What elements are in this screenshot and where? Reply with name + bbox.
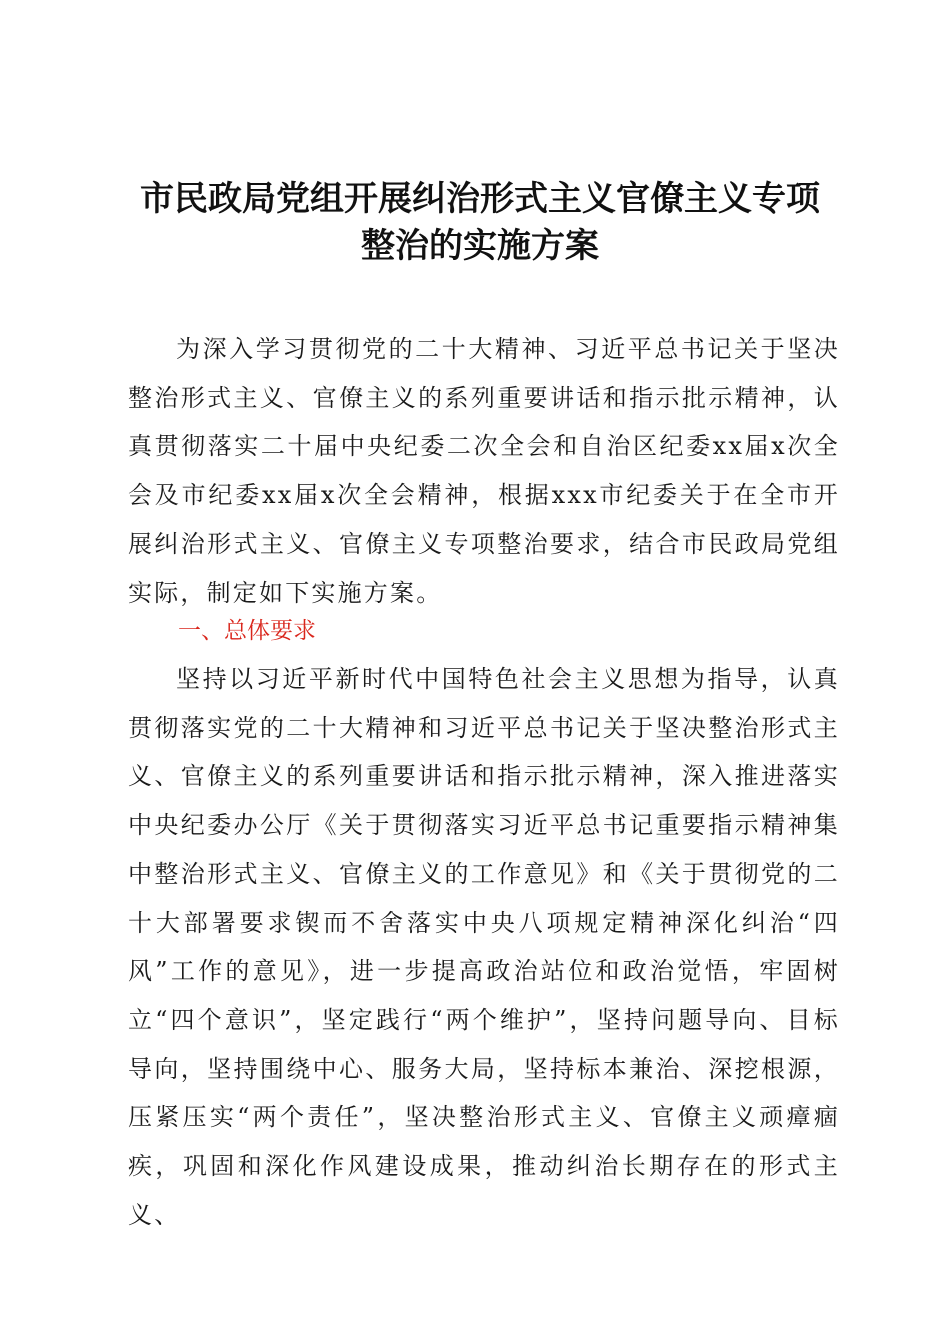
- section-heading-general-requirements: 一、总体要求: [178, 618, 316, 644]
- document-title-line-2: 整治的实施方案: [361, 226, 599, 266]
- intro-paragraph: 为深入学习贯彻党的二十大精神、习近平总书记关于坚决整治形式主义、官僚主义的系列重要讲话和指示批示精神，认真贯彻落实二十届中央纪委二次全会和自治区纪委xx届x次全会及市纪委xx届x次全会精神，根据xxx市纪委关于在全市开展纠治形式主义、官僚主义专项整治要求，结合市民政局党组实际，制定如下实施方案。: [128, 335, 840, 607]
- document-title-line-1: 市民政局党组开展纠治形式主义官僚主义专项: [140, 179, 820, 219]
- section-paragraph: 坚持以习近平新时代中国特色社会主义思想为指导，认真贯彻落实党的二十大精神和习近平总书记关于坚决整治形式主义、官僚主义的系列重要讲话和指示批示精神，深入推进落实中央纪委办公厅《关于贯彻落实习近平总书记重要指示精神集中整治形式主义、官僚主义的工作意见》和《关于贯彻党的二十大部署要求锲而不舍落实中央八项规定精神深化纠治“四风”工作的意见》，进一步提高政治站位和政治觉悟，牢固树立“四个意识”，坚定践行“两个维护”，坚持问题导向、目标导向，坚持围绕中心、服务大局，坚持标本兼治、深挖根源，压紧压实“两个责任”，坚决整治形式主义、官僚主义顽瘴痼疾，巩固和深化作风建设成果，推动纠治长期存在的形式主义、: [128, 665, 840, 1229]
